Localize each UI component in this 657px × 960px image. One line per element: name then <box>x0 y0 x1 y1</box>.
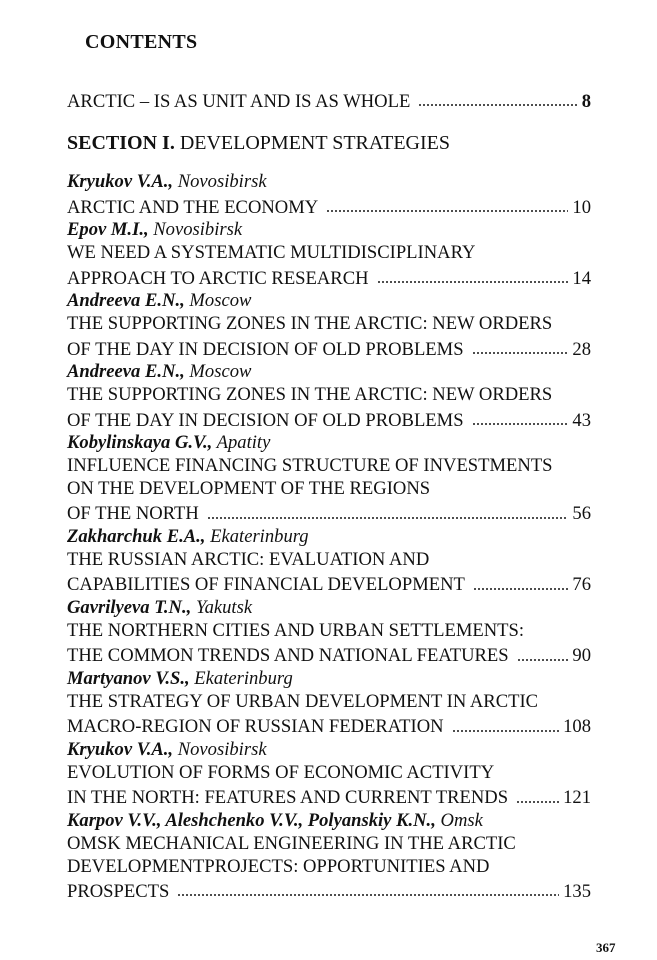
entry-title-line <box>67 194 591 219</box>
section-label: SECTION I. <box>67 132 175 155</box>
entry-city: Ekaterinburg <box>210 526 309 548</box>
page-number: 10 <box>572 196 591 218</box>
entry-title-line <box>67 384 591 407</box>
table-of-contents <box>67 88 591 904</box>
entry-title-line <box>67 478 591 501</box>
entry-title-line <box>67 265 591 290</box>
folio-page-number: 367 <box>596 940 616 955</box>
dot-leader <box>472 336 569 355</box>
entry-title: INFLUENCE FINANCING STRUCTURE OF INVESTMENTS <box>67 455 553 477</box>
entry-title: OF THE DAY IN DECISION OF OLD PROBLEMS <box>67 409 464 431</box>
toc-entry[interactable] <box>67 219 591 290</box>
entry-authors: Kryukov V.A., <box>67 739 174 761</box>
entry-title-line <box>67 878 591 903</box>
entry-title: DEVELOPMENTPROJECTS: OPPORTUNITIES AND <box>67 855 490 877</box>
entry-city: Novosibirsk <box>153 219 243 241</box>
entry-title: CAPABILITIES OF FINANCIAL DEVELOPMENT <box>67 574 465 596</box>
entry-city: Moscow <box>189 361 252 383</box>
toc-entry[interactable] <box>67 432 591 526</box>
dot-leader <box>452 714 560 733</box>
toc-entry[interactable] <box>67 361 591 432</box>
toc-entry[interactable] <box>67 526 591 597</box>
toc-entry[interactable] <box>67 290 591 361</box>
entry-authors: Kryukov V.A., <box>67 171 174 193</box>
entry-title-line <box>67 762 591 785</box>
toc-entry[interactable] <box>67 739 591 810</box>
entry-city: Novosibirsk <box>177 739 267 761</box>
toc-entry[interactable] <box>67 597 591 668</box>
entry-title: THE STRATEGY OF URBAN DEVELOPMENT IN ARCTIC <box>67 690 539 712</box>
entry-authors: Andreeva E.N., <box>67 290 185 312</box>
entry-city: Ekaterinburg <box>194 668 293 690</box>
entry-authors: Andreeva E.N., <box>67 361 185 383</box>
entry-title: WE NEED A SYSTEMATIC MULTIDISCIPLINARY <box>67 242 476 264</box>
page-number: 8 <box>581 90 591 112</box>
page-number: 28 <box>572 338 591 360</box>
entry-title: THE RUSSIAN ARCTIC: EVALUATION AND <box>67 548 430 570</box>
page-number: 56 <box>572 503 591 525</box>
entry-author-line <box>67 668 591 691</box>
entry-title: EVOLUTION OF FORMS OF ECONOMIC ACTIVITY <box>67 761 495 783</box>
entry-authors: Epov M.I., <box>67 219 149 241</box>
entry-author-line <box>67 171 591 194</box>
entry-title-line <box>67 785 591 810</box>
entry-city: Omsk <box>440 810 483 832</box>
entry-title-line <box>67 407 591 432</box>
dot-leader <box>326 194 568 213</box>
dot-leader <box>207 501 569 520</box>
entry-author-line <box>67 739 591 762</box>
entry-authors: Gavrilyeva T.N., <box>67 597 192 619</box>
entry-title: ARCTIC AND THE ECONOMY <box>67 196 319 218</box>
section-title: DEVELOPMENT STRATEGIES <box>179 132 450 155</box>
entry-authors: Kobylinskaya G.V., <box>67 432 213 454</box>
entry-city: Moscow <box>189 290 252 312</box>
entry-title: THE COMMON TRENDS AND NATIONAL FEATURES <box>67 645 509 667</box>
entry-title: MACRO-REGION OF RUSSIAN FEDERATION <box>67 716 444 738</box>
entry-author-line <box>67 526 591 549</box>
entry-author-line <box>67 810 591 833</box>
entry-title: ARCTIC – IS AS UNIT AND IS AS WHOLE <box>67 90 411 112</box>
section-heading <box>67 132 591 155</box>
entry-title-line <box>67 501 591 526</box>
entry-title: OMSK MECHANICAL ENGINEERING IN THE ARCTIC <box>67 832 516 854</box>
entry-title: PROSPECTS <box>67 881 170 903</box>
toc-entry[interactable] <box>67 171 591 219</box>
entry-city: Apatity <box>216 432 271 454</box>
entry-title-line <box>67 833 591 856</box>
contents-heading: CONTENTS <box>85 31 198 53</box>
dot-leader <box>377 265 569 284</box>
entry-title-line <box>67 856 591 879</box>
entry-title-line <box>67 336 591 361</box>
entry-title: OF THE NORTH <box>67 503 199 525</box>
toc-entry[interactable] <box>67 810 591 904</box>
entry-title-line <box>67 620 591 643</box>
entry-title: THE SUPPORTING ZONES IN THE ARCTIC: NEW ORDERS <box>67 313 553 335</box>
entry-title: APPROACH TO ARCTIC RESEARCH <box>67 267 369 289</box>
entry-title: THE SUPPORTING ZONES IN THE ARCTIC: NEW ORDERS <box>67 384 553 406</box>
page-number: 43 <box>572 409 591 431</box>
toc-entry-intro[interactable] <box>67 88 591 113</box>
entry-author-line <box>67 219 591 242</box>
entry-authors: Karpov V.V., Aleshchenko V.V., Polyanskiy K.N., <box>67 810 436 832</box>
entry-title-line <box>67 714 591 739</box>
entry-title-line <box>67 313 591 336</box>
entry-city: Novosibirsk <box>177 171 267 193</box>
page-number: 76 <box>572 574 591 596</box>
dot-leader <box>516 785 559 804</box>
entry-title: THE NORTHERN CITIES AND URBAN SETTLEMENTS: <box>67 619 524 641</box>
entry-title-line <box>67 643 591 668</box>
entry-list <box>67 171 591 904</box>
toc-entry[interactable] <box>67 668 591 739</box>
entry-authors: Zakharchuk E.A., <box>67 526 206 548</box>
entry-title-line <box>67 455 591 478</box>
dot-leader <box>517 643 569 662</box>
entry-title-line <box>67 572 591 597</box>
page-number: 121 <box>563 787 591 809</box>
entry-author-line <box>67 290 591 313</box>
dot-leader <box>177 878 559 897</box>
entry-author-line <box>67 361 591 384</box>
page-number: 135 <box>563 881 591 903</box>
entry-title-line <box>67 549 591 572</box>
page-number: 108 <box>563 716 591 738</box>
entry-author-line <box>67 597 591 620</box>
entry-title: IN THE NORTH: FEATURES AND CURRENT TRENDS <box>67 787 509 809</box>
entry-authors: Martyanov V.S., <box>67 668 190 690</box>
dot-leader <box>473 572 569 591</box>
entry-title-line <box>67 242 591 265</box>
entry-title: ON THE DEVELOPMENT OF THE REGIONS <box>67 477 431 499</box>
entry-title-line <box>67 691 591 714</box>
entry-author-line <box>67 432 591 455</box>
dot-leader <box>418 88 577 107</box>
page-number: 14 <box>572 267 591 289</box>
dot-leader <box>472 407 569 426</box>
entry-title: OF THE DAY IN DECISION OF OLD PROBLEMS <box>67 338 464 360</box>
entry-city: Yakutsk <box>195 597 253 619</box>
page-number: 90 <box>572 645 591 667</box>
